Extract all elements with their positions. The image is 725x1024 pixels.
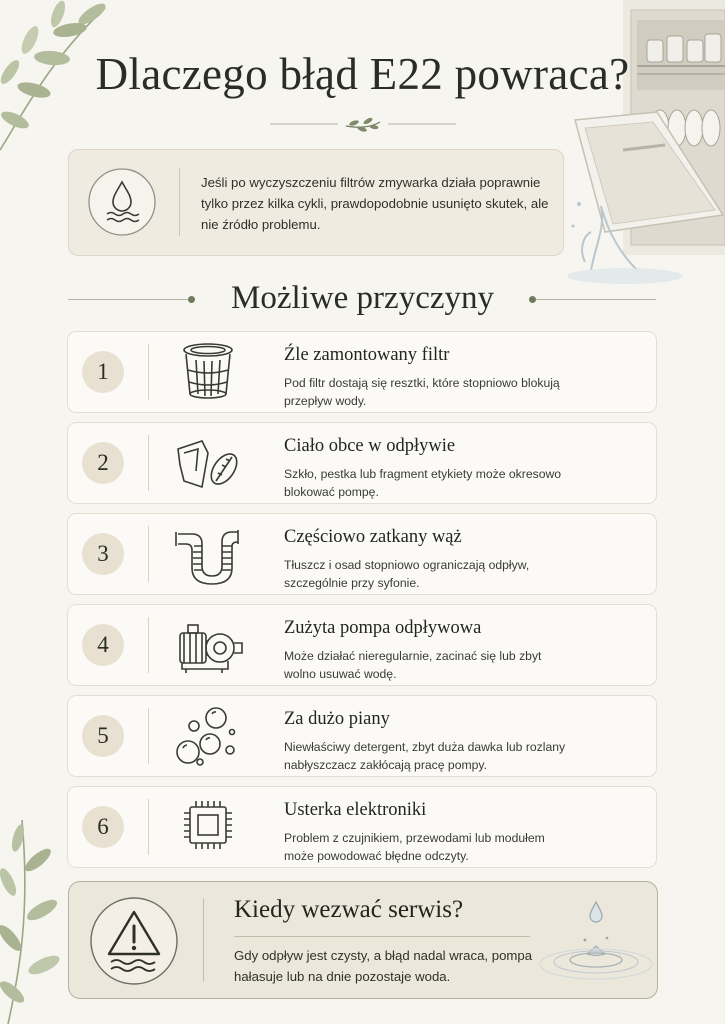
cause-number: 2 bbox=[82, 442, 124, 484]
cause-divider bbox=[148, 708, 149, 764]
hose-icon bbox=[172, 522, 244, 586]
water-ripple-icon bbox=[537, 894, 655, 990]
leaf-branch-bottom-icon bbox=[0, 820, 70, 1024]
warning-icon bbox=[89, 896, 179, 986]
cause-description: Tłuszcz i osad stopniowo ograniczają odpływ, szczególnie przy syfonie. bbox=[284, 558, 530, 590]
cause-item-2 bbox=[67, 422, 657, 504]
cause-title: Za dużo piany bbox=[284, 709, 390, 729]
cause-number: 4 bbox=[82, 624, 124, 666]
service-title-underline bbox=[234, 936, 530, 937]
cause-divider bbox=[148, 435, 149, 491]
cause-item-3 bbox=[67, 513, 657, 595]
section-line-right bbox=[536, 299, 656, 300]
cause-description: Problem z czujnikiem, przewodami lub modułem może powodować błędne odczyty. bbox=[284, 831, 545, 863]
intro-divider bbox=[179, 168, 180, 236]
section-dot-right bbox=[529, 296, 536, 303]
cause-description: Szkło, pestka lub fragment etykiety może okresowo blokować pompę. bbox=[284, 467, 562, 499]
cause-divider bbox=[148, 526, 149, 582]
filter-icon bbox=[172, 340, 244, 404]
cause-divider bbox=[148, 344, 149, 400]
service-divider bbox=[203, 898, 204, 982]
cause-description: Może działać nieregularnie, zacinać się lub zbyt wolno usuwać wodę. bbox=[284, 649, 542, 681]
cause-number: 1 bbox=[82, 351, 124, 393]
page-title: Dlaczego błąd E22 powraca? bbox=[95, 49, 630, 99]
cause-number: 3 bbox=[82, 533, 124, 575]
service-title: Kiedy wezwać serwis? bbox=[234, 896, 464, 923]
cause-title: Ciało obce w odpływie bbox=[284, 436, 456, 456]
cause-divider bbox=[148, 617, 149, 673]
cause-title: Zużyta pompa odpływowa bbox=[284, 618, 482, 638]
causes-list bbox=[67, 331, 657, 877]
intro-text: Jeśli po wyczyszczeniu filtrów zmywarka działa poprawnie tylko przez kilka cykli, prawdopodobnie usunięto skutek, ale nie źródło problemu. bbox=[201, 175, 549, 232]
cause-number: 5 bbox=[82, 715, 124, 757]
intro-box bbox=[68, 149, 564, 256]
pump-icon bbox=[172, 613, 244, 677]
section-title: Możliwe przyczyny bbox=[231, 280, 494, 316]
cause-title: Źle zamontowany filtr bbox=[284, 345, 450, 365]
chip-icon bbox=[172, 795, 244, 859]
dishwasher-illustration-icon bbox=[565, 0, 725, 290]
cause-item-6 bbox=[67, 786, 657, 868]
bubbles-icon bbox=[172, 704, 244, 768]
cause-item-4 bbox=[67, 604, 657, 686]
foreign-object-icon bbox=[172, 431, 244, 495]
service-text: Gdy odpływ jest czysty, a błąd nadal wraca, pompa hałasuje lub na dnie pozostaje woda. bbox=[234, 948, 533, 984]
cause-title: Częściowo zatkany wąż bbox=[284, 527, 462, 547]
cause-description: Niewłaściwy detergent, zbyt duża dawka lub rozlany nabłyszczacz zakłócają pracę pompy. bbox=[284, 740, 566, 772]
cause-description: Pod filtr dostają się resztki, które stopniowo blokują przepływ wody. bbox=[284, 376, 560, 408]
cause-title: Usterka elektroniki bbox=[284, 800, 427, 820]
cause-item-5 bbox=[67, 695, 657, 777]
cause-divider bbox=[148, 799, 149, 855]
cause-number: 6 bbox=[82, 806, 124, 848]
title-ornament-icon bbox=[270, 114, 456, 134]
service-box bbox=[68, 881, 658, 999]
cause-item-1 bbox=[67, 331, 657, 413]
water-drop-icon bbox=[87, 167, 157, 237]
